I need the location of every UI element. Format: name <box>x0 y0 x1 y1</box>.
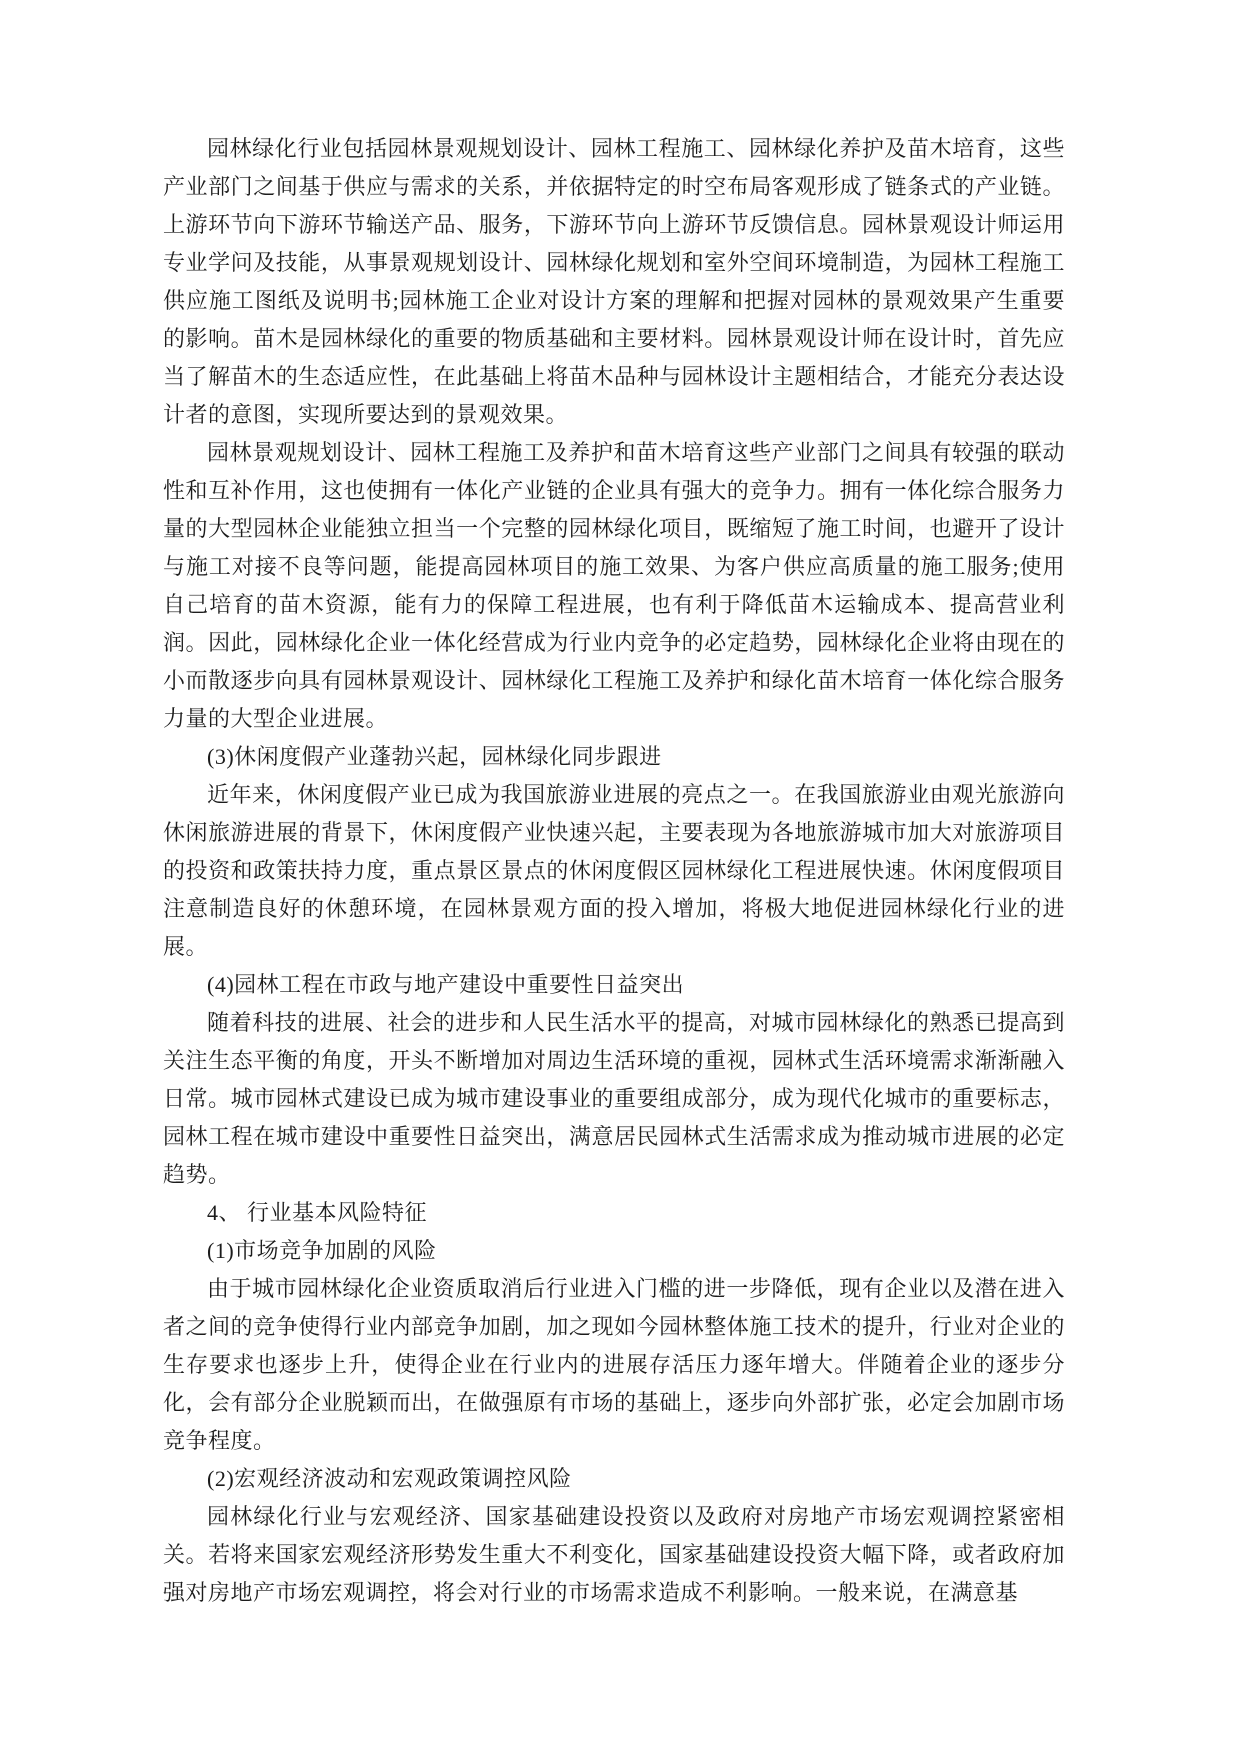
heading-industry-risk-features: 4、 行业基本风险特征 <box>207 1200 428 1225</box>
heading-leisure-vacation: (3)休闲度假产业蓬勃兴起，园林绿化同步跟进 <box>207 744 662 769</box>
paragraph-leisure-vacation: 近年来，休闲度假产业已成为我国旅游业进展的亮点之一。在我国旅游业由观光旅游向休闲旅游进展的背景下，休闲度假产业快速兴起，主要表现为各地旅游城市加大对旅游项目的投资和政策扶持力度，重点景区景点的休闲度假区园林绿化工程进展快速。休闲度假项目注意制造良好的休憩环境，在园林景观方面的投入增加，将极大地促进园林绿化行业的进展。 <box>163 782 1065 959</box>
heading-risk-market-competition: (1)市场竞争加剧的风险 <box>207 1238 437 1263</box>
paragraph-municipal-importance: 随着科技的进展、社会的进步和人民生活水平的提高，对城市园林绿化的熟悉已提高到关注生态平衡的角度，开头不断增加对周边生活环境的重视，园林式生活环境需求渐渐融入日常。城市园林式建设已成为城市建设事业的重要组成部分，成为现代化城市的重要标志，园林工程在城市建设中重要性日益突出，满意居民园林式生活需求成为推动城市进展的必定趋势。 <box>163 1010 1065 1187</box>
document-content <box>163 130 1065 1612</box>
paragraph-risk-market-competition: 由于城市园林绿化企业资质取消后行业进入门槛的进一步降低，现有企业以及潜在进入者之间的竞争使得行业内部竞争加剧，加之现如今园林整体施工技术的提升，行业对企业的生存要求也逐步上升，使得企业在行业内的进展存活压力逐年增大。伴随着企业的逐步分化，会有部分企业脱颖而出，在做强原有市场的基础上，逐步向外部扩张，必定会加剧市场竞争程度。 <box>163 1276 1065 1453</box>
paragraph-risk-macro-policy: 园林绿化行业与宏观经济、国家基础建设投资以及政府对房地产市场宏观调控紧密相关。若将来国家宏观经济形势发生重大不利变化，国家基础建设投资大幅下降，或者政府加强对房地产市场宏观调控，将会对行业的市场需求造成不利影响。一般来说，在满意基 <box>163 1504 1065 1605</box>
heading-risk-macro-policy: (2)宏观经济波动和宏观政策调控风险 <box>207 1466 572 1491</box>
paragraph-industry-chain: 园林绿化行业包括园林景观规划设计、园林工程施工、园林绿化养护及苗木培育，这些产业部门之间基于供应与需求的关系，并依据特定的时空布局客观形成了链条式的产业链。上游环节向下游环节输送产品、服务，下游环节向上游环节反馈信息。园林景观设计师运用专业学问及技能，从事景观规划设计、园林绿化规划和室外空间环境制造，为园林工程施工供应施工图纸及说明书;园林施工企业对设计方案的理解和把握对园林的景观效果产生重要的影响。苗木是园林绿化的重要的物质基础和主要材料。园林景观设计师在设计时，首先应当了解苗木的生态适应性，在此基础上将苗木品种与园林设计主题相结合，才能充分表达设计者的意图，实现所要达到的景观效果。 <box>163 136 1065 427</box>
heading-municipal-importance: (4)园林工程在市政与地产建设中重要性日益突出 <box>207 972 685 997</box>
paragraph-integration-advantage: 园林景观规划设计、园林工程施工及养护和苗木培育这些产业部门之间具有较强的联动性和互补作用，这也使拥有一体化产业链的企业具有强大的竞争力。拥有一体化综合服务力量的大型园林企业能独立担当一个完整的园林绿化项目，既缩短了施工时间，也避开了设计与施工对接不良等问题，能提高园林项目的施工效果、为客户供应高质量的施工服务;使用自己培育的苗木资源，能有力的保障工程进展，也有利于降低苗木运输成本、提高营业利润。因此，园林绿化企业一体化经营成为行业内竞争的必定趋势，园林绿化企业将由现在的小而散逐步向具有园林景观设计、园林绿化工程施工及养护和绿化苗木培育一体化综合服务力量的大型企业进展。 <box>163 440 1065 731</box>
